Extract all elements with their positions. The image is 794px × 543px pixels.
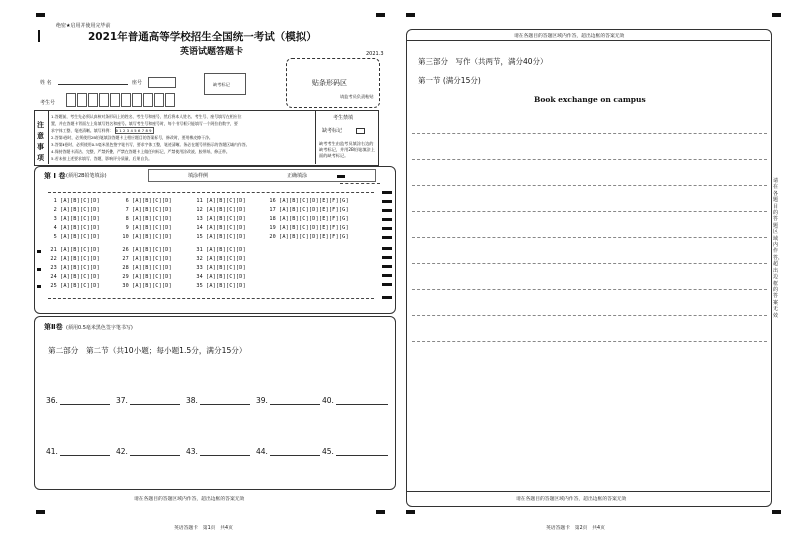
option-bubbles[interactable]: [A][B][C][D] [206,265,246,271]
timing-mark [382,227,392,230]
left-bottom-note: 请在各题目的答题区域内作答，超出边框的答案无效 [134,497,245,502]
section-2-box [34,316,396,490]
blank-answer-line[interactable] [60,455,110,456]
blank-answer-line[interactable] [270,404,320,405]
timing-mark-left [37,268,41,271]
blank-label: 40. [322,396,334,405]
option-bubbles[interactable]: [A][B][C][D] [132,265,172,271]
option-bubbles[interactable]: [A][B][C][D][E][F][G] [279,198,349,204]
question-14[interactable] [194,225,246,231]
option-bubbles[interactable]: [A][B][C][D] [206,234,246,240]
date-label: 2021.3 [366,51,384,57]
question-number: 23 [50,265,57,271]
right-bottom-note: 请在各题目的答题区域内作答，超出边框的答案无效 [516,497,627,502]
writing-line[interactable] [412,237,767,238]
timing-mark-left [37,285,41,288]
question-15[interactable] [194,234,246,240]
exam-title: 2021年普通高等学校招生全国统一考试（模拟） [88,31,317,43]
blank-answer-line[interactable] [60,404,110,405]
question-number: 9 [125,225,129,231]
option-bubbles[interactable]: [A][B][C][D][E][F][G] [279,225,349,231]
timing-mark-left [37,250,41,253]
timing-mark [382,247,392,250]
fill-example-tail [340,183,380,184]
question-35[interactable] [194,283,246,289]
option-bubbles[interactable]: [A][B][C][D] [60,247,100,253]
registration-mark [376,13,385,17]
option-bubbles[interactable]: [A][B][C][D] [206,216,246,222]
option-bubbles[interactable]: [A][B][C][D] [60,207,100,213]
absent-note: 缺考考生由监考员填涂右边的缺考标记，并用2B铅笔填涂上面的缺考标记。 [319,141,375,158]
registration-mark [36,13,45,17]
timing-mark [382,283,392,286]
blank-answer-line[interactable] [200,404,250,405]
option-bubbles[interactable]: [A][B][C][D] [132,234,172,240]
question-27[interactable] [120,256,172,262]
registration-bar [38,30,40,42]
candidate-number-boxes[interactable] [66,92,176,111]
blank-label: 43. [186,447,198,456]
option-bubbles[interactable]: [A][B][C][D] [60,256,100,262]
candidate-number-label: 考生号 [40,100,56,106]
right-top-note: 请在各题目的答题区域内作答，超出边框的答案无效 [514,34,625,39]
question-number: 22 [50,256,57,262]
part-3-heading: 第三部分 写作（共两节，满分40分） [418,57,548,66]
timing-mark [382,218,392,221]
blank-label: 42. [116,447,128,456]
question-1[interactable] [48,198,100,204]
blank-label: 38. [186,396,198,405]
option-bubbles[interactable]: [A][B][C][D][E][F][G] [279,207,349,213]
question-4[interactable] [48,225,100,231]
question-number: 5 [53,234,57,240]
option-bubbles[interactable]: [A][B][C][D][E][F][G] [279,234,349,240]
question-number: 6 [125,198,129,204]
question-number: 25 [50,283,57,289]
option-bubbles[interactable]: [A][B][C][D] [132,256,172,262]
question-number: 1 [53,198,57,204]
correct-fill-label: 正确填涂 [287,173,308,179]
registration-mark [376,510,385,514]
question-number: 31 [196,247,203,253]
sample-digits: 0123456789 [115,128,153,133]
question-5[interactable] [48,234,100,240]
blank-label: 36. [46,396,58,405]
question-26[interactable] [120,247,172,253]
timing-mark [382,265,392,268]
writing-line[interactable] [412,263,767,264]
question-17[interactable] [267,207,349,213]
question-number: 11 [196,198,203,204]
option-bubbles[interactable]: [A][B][C][D] [132,198,172,204]
blank-answer-line[interactable] [270,455,320,456]
question-number: 12 [196,207,203,213]
question-number: 13 [196,216,203,222]
writing-line[interactable] [412,185,767,186]
option-bubbles[interactable]: [A][B][C][D] [60,265,100,271]
question-number: 24 [50,274,57,280]
notice-divider [48,110,49,164]
option-bubbles[interactable]: [A][B][C][D] [60,198,100,204]
question-number: 7 [125,207,129,213]
card-subtitle: 英语试题答题卡 [180,47,244,57]
question-number: 8 [125,216,129,222]
question-8[interactable] [120,216,172,222]
question-number: 30 [122,283,129,289]
question-19[interactable] [267,225,349,231]
question-21[interactable] [48,247,100,253]
question-number: 18 [269,216,276,222]
name-field[interactable] [58,84,128,85]
question-3[interactable] [48,216,100,222]
option-bubbles[interactable]: [A][B][C][D] [132,207,172,213]
question-number: 19 [269,225,276,231]
question-number: 4 [53,225,57,231]
section-2-note: (须用0.5毫米黑色签字笔书写) [66,325,133,331]
option-bubbles[interactable]: [A][B][C][D] [132,274,172,280]
question-22[interactable] [48,256,100,262]
question-number: 3 [53,216,57,222]
question-number: 28 [122,265,129,271]
blank-answer-line[interactable] [130,404,180,405]
secret-label: 绝密★启用并使用完毕前 [56,23,111,29]
blank-label: 37. [116,396,128,405]
writing-line[interactable] [412,289,767,290]
option-bubbles[interactable]: [A][B][C][D] [206,283,246,289]
part-2-heading: 第二部分 第二节（共10小题；每小题1.5分，满分15分） [48,346,247,355]
prohibit-title: 考生禁填 [333,115,354,121]
option-bubbles[interactable]: [A][B][C][D] [132,225,172,231]
question-29[interactable] [120,274,172,280]
option-bubbles[interactable]: [A][B][C][D] [132,283,172,289]
writing-line[interactable] [412,341,767,342]
timing-mark [382,200,392,203]
question-32[interactable] [194,256,246,262]
option-bubbles[interactable]: [A][B][C][D] [60,225,100,231]
left-page-number: 英语答题卡 第1页 共4页 [174,526,233,531]
option-bubbles[interactable]: [A][B][C][D] [60,234,100,240]
blank-label: 41. [46,447,58,456]
question-2[interactable] [48,207,100,213]
registration-mark [772,510,781,514]
timing-mark [382,209,392,212]
question-number: 20 [269,234,276,240]
question-31[interactable] [194,247,246,253]
question-number: 34 [196,274,203,280]
seat-field[interactable] [148,77,176,88]
prohibit-divider [315,110,316,164]
section-1-note: (须用2B铅笔填涂) [66,173,107,179]
option-bubbles[interactable]: [A][B][C][D] [206,256,246,262]
side-note: 请在各题目的答题区域内作答，超出边框的答案无效 [773,178,784,319]
option-bubbles[interactable]: [A][B][C][D] [206,198,246,204]
seat-label: 座号 [132,80,143,86]
registration-mark [406,510,415,514]
timing-mark [382,236,392,239]
question-number: 21 [50,247,57,253]
question-7[interactable] [120,207,172,213]
right-top-divider [406,40,770,41]
blank-label: 44. [256,447,268,456]
notice-heading: 注意事项 [37,121,44,162]
question-11[interactable] [194,198,246,204]
option-bubbles[interactable]: [A][B][C][D][E][F][G] [279,216,349,222]
blank-answer-line[interactable] [200,455,250,456]
question-number: 32 [196,256,203,262]
question-6[interactable] [120,198,172,204]
q-dashed-bottom [48,298,374,299]
question-9[interactable] [120,225,172,231]
writing-line[interactable] [412,159,767,160]
option-bubbles[interactable]: [A][B][C][D] [206,225,246,231]
absent-label: 缺考标记 [322,128,343,134]
question-number: 10 [122,234,129,240]
question-number: 33 [196,265,203,271]
timing-mark [382,274,392,277]
question-number: 2 [53,207,57,213]
absent-mark-box[interactable] [356,128,365,134]
notice-text: 1.答题前，考生先必须认真核对条形码上的姓名、考生号和座号，然后将本人姓名、考生号、座号填写在相应位 置，并在答题卡背面左上角填写姓名和座号。填写考生号和座号时，每个书写框只能填写一个阿拉伯数字，要 求字体工整、笔迹清晰。填写样例： 0123456789 2.答第Ⅰ卷时，必须使用2B铅笔填涂答题卡上相应题目的答案标号，修改时，要用橡皮擦干净。 3.答第Ⅱ卷时，必须使用0.5毫米黑色签字笔书写，要求字体工整，笔迹清晰。务必在题号所指示的答题区域内作答。 4.保持答题卡清洁、完整，严禁折叠，严禁在答题卡上做任何标记，严禁使用涂改液、胶带纸、修正带。 5.若未按上述要求填写、答题，影响评分质量，后果自负。 [51,114,250,161]
blank-answer-line[interactable] [336,455,388,456]
section-1-heading: 第一节 (满分15分) [418,76,481,85]
option-bubbles[interactable]: [A][B][C][D] [60,216,100,222]
timing-mark [382,191,392,194]
question-number: 29 [122,274,129,280]
question-number: 15 [196,234,203,240]
name-label: 姓 名 [40,80,52,86]
timing-mark [382,256,392,259]
blank-label: 39. [256,396,268,405]
question-10[interactable] [120,234,172,240]
essay-title: Book exchange on campus [534,95,646,104]
question-28[interactable] [120,265,172,271]
registration-mark [772,13,781,17]
option-bubbles[interactable]: [A][B][C][D] [206,247,246,253]
section-2-title: 第Ⅱ卷 [44,323,63,331]
question-20[interactable] [267,234,349,240]
question-number: 35 [196,283,203,289]
question-24[interactable] [48,274,100,280]
question-12[interactable] [194,207,246,213]
blank-answer-line[interactable] [336,404,388,405]
right-bottom-divider [406,491,770,492]
section-1-box [34,166,396,314]
section-1-title: 第 I 卷 [44,172,66,180]
correct-fill-mark [337,175,345,178]
blank-answer-line[interactable] [130,455,180,456]
question-34[interactable] [194,274,246,280]
writing-line[interactable] [412,315,767,316]
registration-mark [406,13,415,17]
question-30[interactable] [120,283,172,289]
question-number: 16 [269,198,276,204]
fill-sample-label: 缺考标记 [213,82,230,87]
question-16[interactable] [267,198,349,204]
question-23[interactable] [48,265,100,271]
question-33[interactable] [194,265,246,271]
option-bubbles[interactable]: [A][B][C][D] [206,274,246,280]
barcode-title: 贴条形码区 [312,79,347,87]
fill-example-label: 填涂样例 [188,173,209,179]
right-page-number: 英语答题卡 第2页 共4页 [546,526,605,531]
registration-mark [36,510,45,514]
option-bubbles[interactable]: [A][B][C][D] [132,247,172,253]
question-number: 14 [196,225,203,231]
option-bubbles[interactable]: [A][B][C][D] [60,274,100,280]
question-25[interactable] [48,283,100,289]
writing-line[interactable] [412,133,767,134]
q-dashed-top [48,192,374,193]
writing-line[interactable] [412,211,767,212]
barcode-note: 请监考员负责粘贴 [340,94,374,99]
question-number: 17 [269,207,276,213]
option-bubbles[interactable]: [A][B][C][D] [60,283,100,289]
question-number: 26 [122,247,129,253]
blank-label: 45. [322,447,334,456]
timing-mark [382,296,392,299]
option-bubbles[interactable]: [A][B][C][D] [206,207,246,213]
question-number: 27 [122,256,129,262]
question-13[interactable] [194,216,246,222]
option-bubbles[interactable]: [A][B][C][D] [132,216,172,222]
question-18[interactable] [267,216,349,222]
